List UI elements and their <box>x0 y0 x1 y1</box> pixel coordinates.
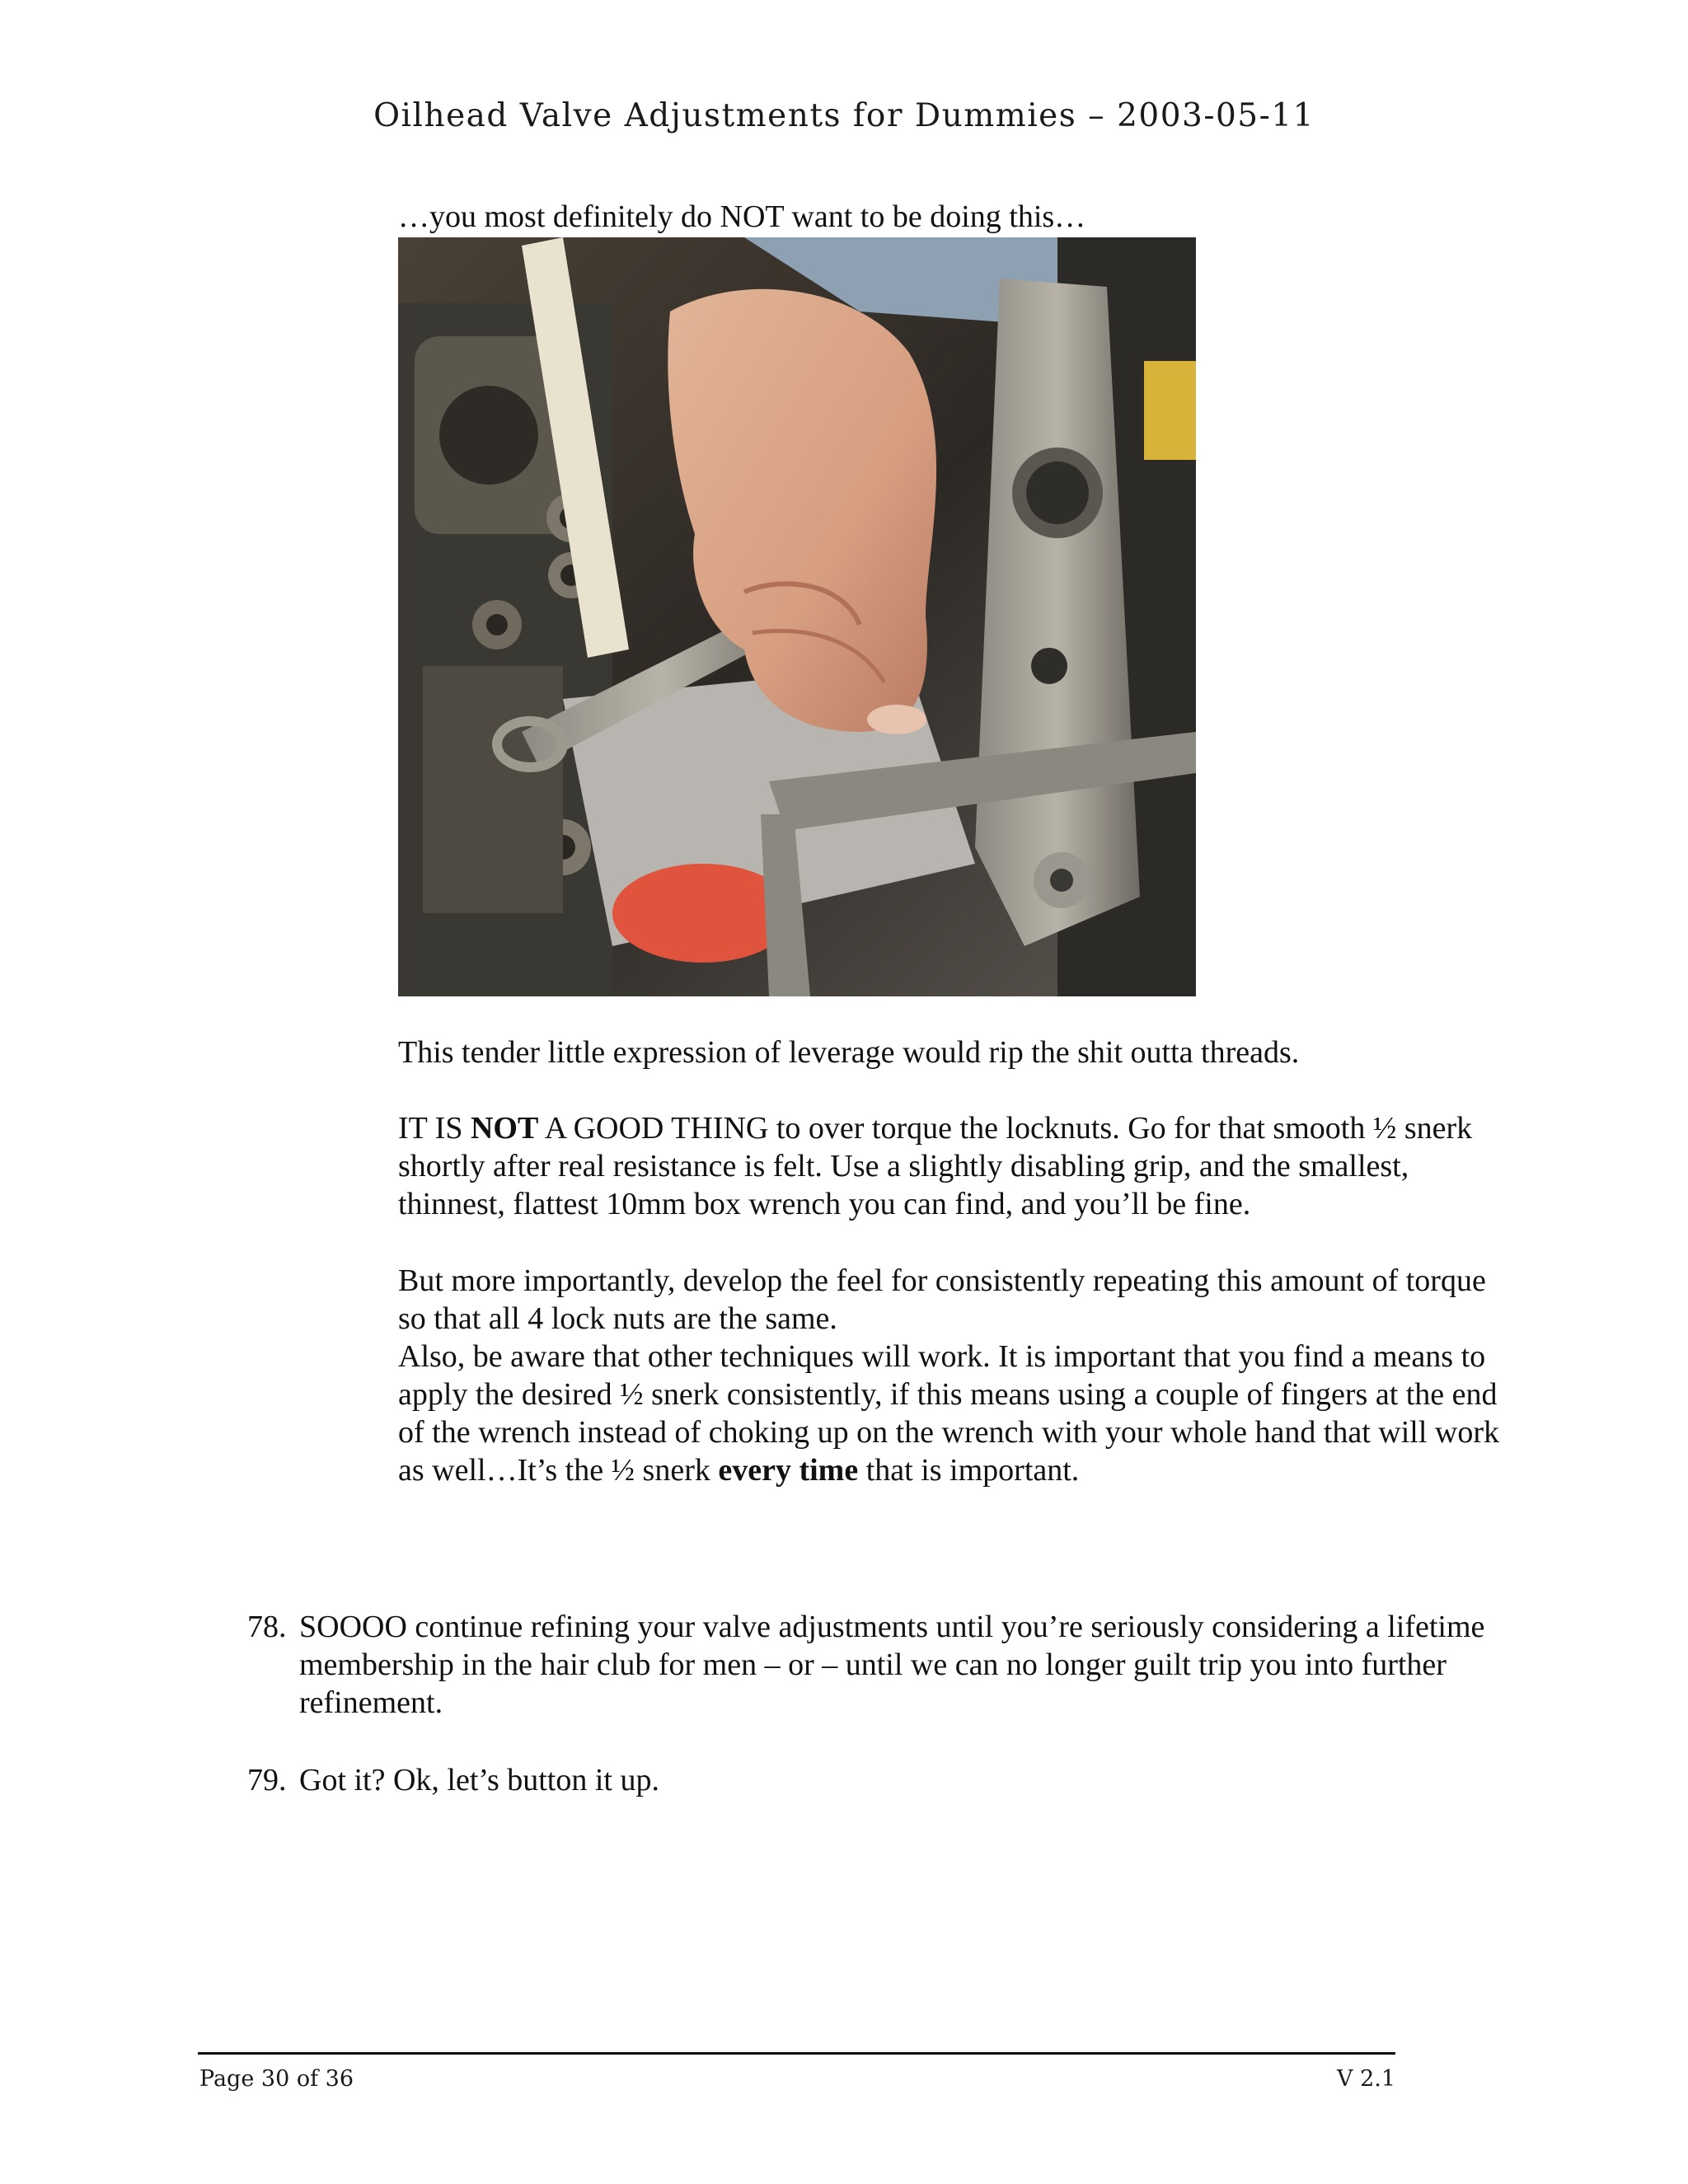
figure-caption: …you most definitely do NOT want to be doing this… <box>398 199 1086 234</box>
list-item <box>247 1761 1517 1799</box>
paragraph-leverage: This tender little expression of leverage would rip the shit outta threads. <box>398 1035 1300 1070</box>
list-item-number: 79. <box>247 1763 287 1797</box>
paragraph-consistency <box>398 1262 1503 1489</box>
paragraph-consistency-line1: But more importantly, develop the feel for consistently repeating this amount of torque so that all 4 lock nuts are the same. <box>398 1263 1486 1336</box>
list-item <box>247 1608 1517 1722</box>
paragraph-torque-text-b: A GOOD THING to over torque the locknuts. Go for that smooth ½ snerk shortly after real resistance is felt. Use a slightly disabling grip, and the smallest, thinnest, flattest 10mm box wrench you can find, and you’ll be fine. <box>398 1111 1473 1221</box>
list-item-number: 78. <box>247 1610 287 1644</box>
paragraph-torque-bold: NOT <box>470 1111 539 1146</box>
wrench-photo <box>398 237 1196 996</box>
page-number: Page 30 of 36 <box>199 2066 354 2092</box>
list-item-text: SOOOO continue refining your valve adjustments until you’re seriously considering a lifetime membership in the hair club for men – or – until we can no longer guilt trip you into further refinement. <box>299 1610 1485 1720</box>
paragraph-consistency-text-b: that is important. <box>858 1453 1080 1488</box>
paragraph-consistency-text-a: Also, be aware that other techniques will work. It is important that you find a means to apply the desired ½ snerk consistently, if this means using a couple of fingers at the end of the wrench instead of choking up on the wrench with your whole hand that will work as well…It’s the ½ snerk <box>398 1339 1500 1488</box>
document-header: Oilhead Valve Adjustments for Dummies – 2003-05-11 <box>373 97 1315 134</box>
version-label: V 2.1 <box>1337 2066 1396 2092</box>
paragraph-consistency-bold: every time <box>718 1453 859 1488</box>
photo-illustration <box>398 237 1196 996</box>
list-item-text: Got it? Ok, let’s button it up. <box>299 1763 659 1797</box>
paragraph-torque-text-a: IT IS <box>398 1111 471 1146</box>
footer-divider <box>198 2052 1395 2055</box>
paragraph-torque-warning <box>398 1109 1503 1223</box>
